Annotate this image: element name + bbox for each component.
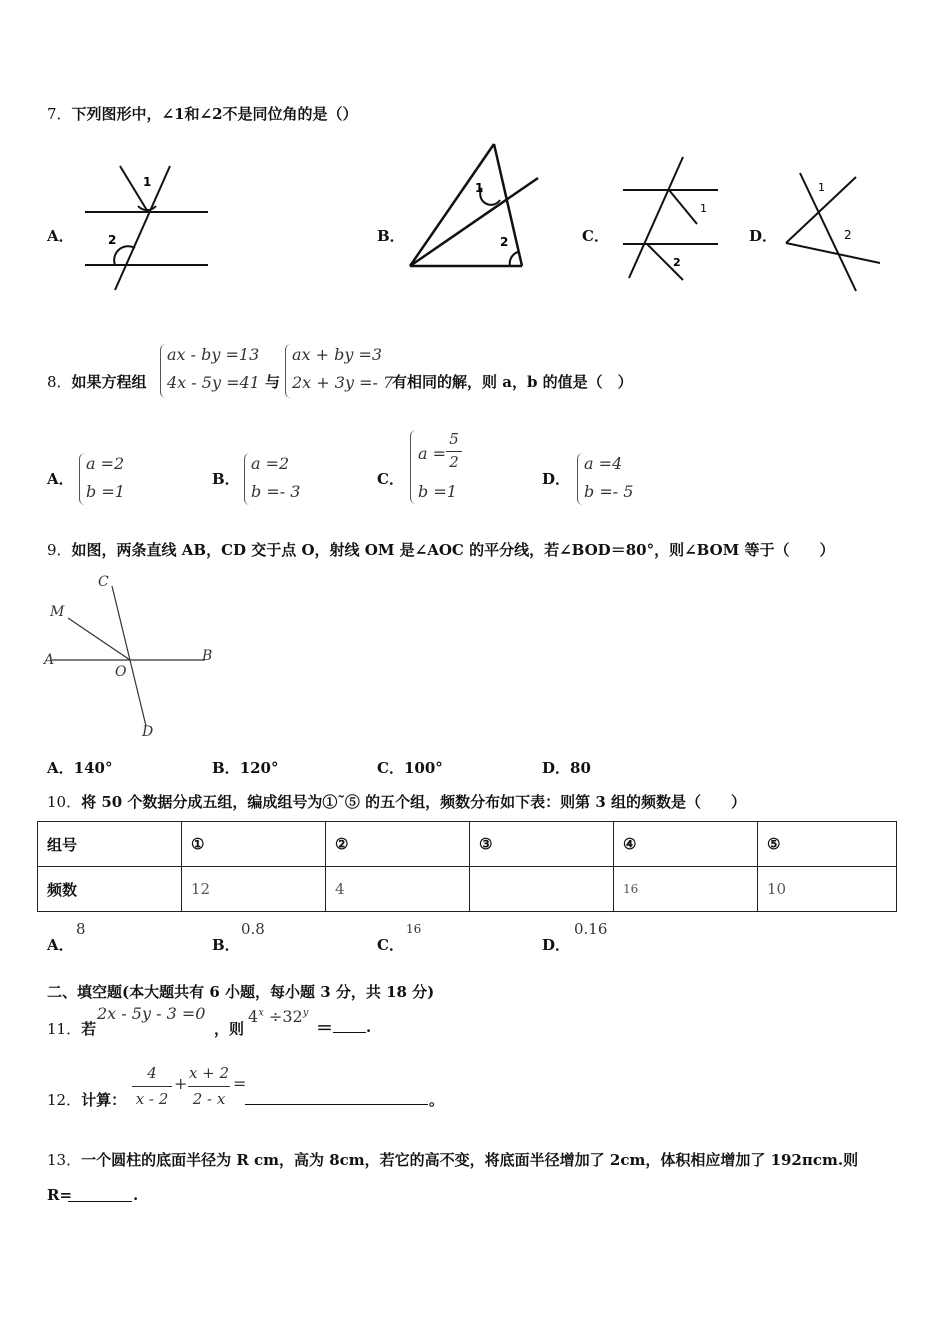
option-value-d: 0.16 <box>574 920 608 938</box>
angle-label-1: 1 <box>143 175 152 189</box>
question-13-line2-suffix: . <box>133 1186 139 1204</box>
angle-arc <box>114 246 135 265</box>
option-b <box>212 757 279 778</box>
question-12-suffix: 。 <box>429 1091 445 1109</box>
point-label-d: D <box>142 724 154 740</box>
system-brace <box>285 344 292 398</box>
fraction-1-numerator: 4 <box>147 1064 157 1082</box>
fraction-1-denominator: x - 2 <box>135 1090 169 1108</box>
question-text: 下列图形中，∠1和∠2不是同位角的是（） <box>71 105 358 123</box>
table-row <box>38 867 897 912</box>
question-number: 11． <box>47 1020 82 1038</box>
equation: b =- 3 <box>251 482 301 501</box>
question-number: 10． <box>47 793 82 811</box>
equals-sign: = <box>233 1074 247 1093</box>
system-brace <box>577 453 584 505</box>
question-11-mid: ，则 <box>214 1020 245 1038</box>
angle-label-2: 2 <box>673 256 681 269</box>
equation: 4x - 5y =41 <box>167 373 260 392</box>
table-cell: ② <box>326 822 470 867</box>
fraction-bar <box>188 1086 230 1087</box>
equation: a =4 <box>584 454 623 473</box>
angle-arc <box>138 206 156 210</box>
option-value: 120° <box>239 759 279 777</box>
connector-text: 与 <box>265 373 281 391</box>
table-cell: 4 <box>326 867 470 912</box>
option-a-system <box>86 450 125 506</box>
equation: a =2 <box>86 454 125 473</box>
option-value-a: 8 <box>76 920 86 938</box>
angle-label-2: 2 <box>108 233 117 247</box>
condition-equation: 2x - 5y - 3 =0 <box>97 1004 206 1023</box>
question-number: 8． <box>47 373 72 391</box>
table-cell: ① <box>182 822 326 867</box>
equation-system-2 <box>292 341 393 397</box>
option-c-line1: a = <box>418 444 447 463</box>
option-label-c: C． <box>377 470 404 488</box>
base: ÷32 <box>268 1007 303 1026</box>
table-cell: 12 <box>182 867 326 912</box>
question-text: 将 50 个数据分成五组，编成组号为①˜⑤ 的五个组，频数分布如下表：则第 3 组的频数是（ ） <box>81 793 747 811</box>
question-12-prefix <box>47 1089 126 1110</box>
equation: 2x + 3y =- 7 <box>292 373 394 392</box>
equation: ax - by =13 <box>167 345 260 364</box>
table-cell: 16 <box>614 867 758 912</box>
option-a <box>47 757 112 778</box>
figure-7d <box>780 165 885 295</box>
table-row <box>38 822 897 867</box>
option-label-b: B． <box>212 470 240 488</box>
angle-label-1: 1 <box>818 181 825 194</box>
option-label-a: A． <box>47 227 74 245</box>
base: 4 <box>248 1007 259 1026</box>
exponent: x <box>258 1007 264 1019</box>
figure-line <box>410 144 494 266</box>
figure-line <box>669 190 697 224</box>
answer-blank <box>245 1104 428 1105</box>
question-number: 12． <box>47 1091 82 1109</box>
fraction-bar <box>446 451 462 452</box>
option-label-b: B． <box>377 227 405 245</box>
fraction-bar <box>132 1086 172 1087</box>
question-13 <box>47 1149 858 1170</box>
question-8-prefix <box>47 371 147 392</box>
point-label-m: M <box>50 604 65 620</box>
question-11-prefix <box>47 1018 96 1039</box>
system-brace <box>410 430 417 504</box>
option-value: 100° <box>403 759 443 777</box>
exponent: y <box>302 1007 309 1019</box>
system-brace <box>160 344 167 398</box>
option-value: 80 <box>570 759 591 777</box>
question-text: 如图，两条直线 AB，CD 交于点 O，射线 OM 是∠AOC 的平分线，若∠BOD＝80°，则∠BOM 等于（ ） <box>71 541 835 559</box>
angle-label-2: 2 <box>844 228 852 242</box>
option-label-b: B． <box>212 936 240 954</box>
option-value-c: 16 <box>406 922 422 936</box>
system-brace <box>79 453 86 505</box>
question-number: 9． <box>47 541 72 559</box>
fraction-denominator: 2 <box>449 453 459 471</box>
question-7 <box>47 103 358 124</box>
option-c-line2: b =1 <box>418 482 457 501</box>
option-label-d: D． <box>542 470 571 488</box>
power-expression <box>248 1007 308 1026</box>
point-label-a: A <box>44 652 55 668</box>
equation: ax + by =3 <box>292 345 383 364</box>
section-title: 二、填空题(本大题共有 6 小题，每小题 3 分，共 18 分) <box>47 983 435 1001</box>
table-cell: 频数 <box>38 867 182 912</box>
option-label: A． <box>47 759 74 777</box>
figure-7b <box>400 138 545 273</box>
option-d <box>542 757 591 778</box>
equation-system-1 <box>167 341 260 397</box>
table-cell: 10 <box>758 867 897 912</box>
question-13-line2-prefix: R= <box>47 1186 73 1204</box>
point-label-o: O <box>115 664 127 680</box>
option-label-c: C． <box>377 936 404 954</box>
fraction-2-denominator: 2 - x <box>192 1090 226 1108</box>
question-text: 计算： <box>81 1091 127 1109</box>
option-label: B． <box>212 759 240 777</box>
fraction-numerator: 5 <box>449 430 459 448</box>
answer-blank <box>68 1201 132 1202</box>
figure-line <box>120 166 148 212</box>
question-8-suffix: 有相同的解，则 a，b 的值是（ ） <box>392 373 633 391</box>
option-label-a: A． <box>47 936 74 954</box>
table-cell <box>470 867 614 912</box>
question-text: 如果方程组 <box>71 373 147 391</box>
option-value-b: 0.8 <box>241 920 265 938</box>
option-b-system <box>251 450 300 506</box>
option-label-a: A． <box>47 470 74 488</box>
equation: b =1 <box>86 482 125 501</box>
question-text: 若 <box>81 1020 97 1038</box>
table-cell: 组号 <box>38 822 182 867</box>
question-11-suffix: . <box>366 1018 372 1036</box>
equation: b =- 5 <box>584 482 634 501</box>
question-10 <box>47 791 746 812</box>
question-number: 7． <box>47 105 72 123</box>
line-cd <box>112 586 146 726</box>
option-label-d: D． <box>749 227 778 245</box>
option-c <box>377 757 443 778</box>
fraction-2-numerator: x + 2 <box>188 1064 230 1082</box>
table-cell: ③ <box>470 822 614 867</box>
figure-line <box>786 243 880 263</box>
angle-arc <box>510 252 518 266</box>
option-label-c: C． <box>582 227 609 245</box>
equals-sign: ＝ <box>316 1019 333 1039</box>
figure-7a <box>80 158 215 293</box>
system-brace <box>244 453 251 505</box>
equation: a =2 <box>251 454 290 473</box>
point-label-b: B <box>202 648 213 664</box>
plus-sign: + <box>174 1074 188 1093</box>
angle-label-2: 2 <box>500 235 509 249</box>
option-d-system <box>584 450 633 506</box>
point-label-c: C <box>98 574 109 590</box>
option-label: D． <box>542 759 571 777</box>
option-value: 140° <box>73 759 113 777</box>
figure-9 <box>40 568 230 743</box>
frequency-table <box>37 821 897 912</box>
question-text: 一个圆柱的底面半径为 R cm，高为 8cm，若它的高不变，将底面半径增加了 2cm，体积相应增加了 192πcm.则 <box>81 1151 859 1169</box>
question-9 <box>47 539 835 560</box>
figure-7c <box>615 152 725 287</box>
option-label-d: D． <box>542 936 571 954</box>
table-cell: ④ <box>614 822 758 867</box>
answer-blank <box>333 1032 366 1033</box>
option-label: C． <box>377 759 404 777</box>
angle-label-1: 1 <box>700 202 707 215</box>
table-cell: ⑤ <box>758 822 897 867</box>
angle-label-1: 1 <box>475 181 484 195</box>
question-number: 13． <box>47 1151 82 1169</box>
